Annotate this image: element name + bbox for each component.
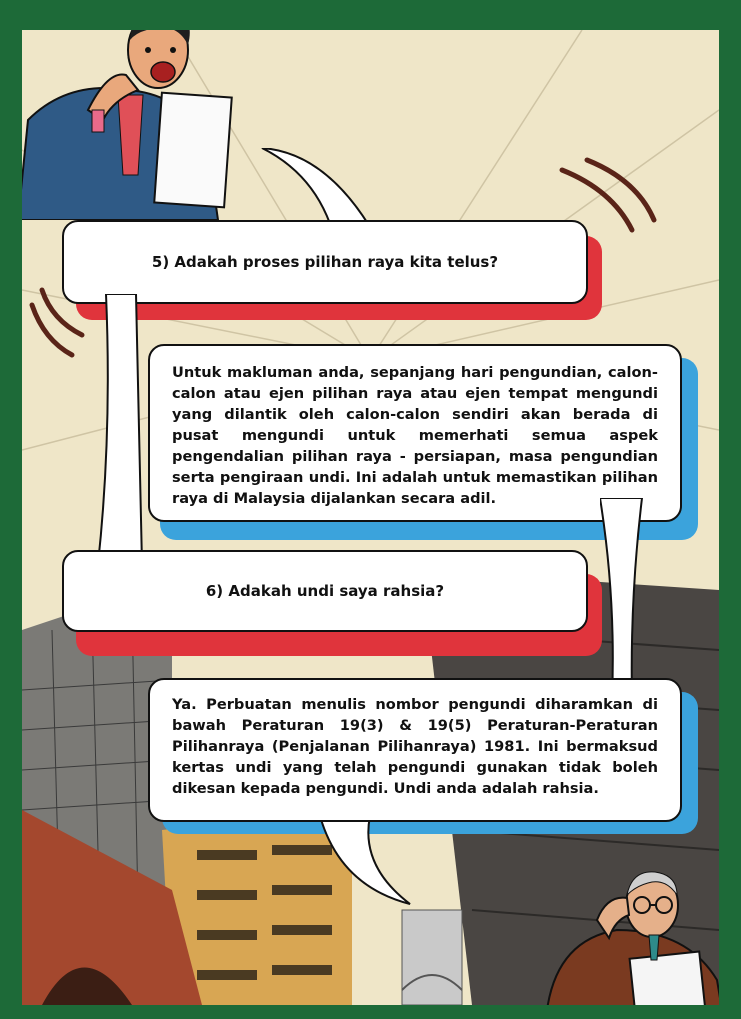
question-bubble	[62, 550, 588, 632]
speech-tail	[92, 294, 152, 564]
presenter-man-illustration	[22, 30, 238, 220]
question-text: 5) Adakah proses pilihan raya kita telus?	[151, 253, 499, 271]
answer-bubble	[148, 678, 682, 822]
answer-text: Ya. Perbuatan menulis nombor pengundi diharamkan di bawah Peraturan 19(3) & 19(5) Peraturan-Peraturan Pilihanraya (Penjalanan Pilihanraya) 1981. Ini bermaksud kertas undi yang telah pengundi gunakan tidak boleh dikesan kepada pengundi. Undi anda adalah rahsia.	[172, 696, 658, 797]
professor-man-illustration	[537, 860, 719, 1005]
question-text: 6) Adakah undi saya rahsia?	[205, 582, 445, 600]
comic-panel	[22, 30, 719, 1005]
answer-bubble	[148, 344, 682, 522]
speech-tail	[600, 498, 650, 698]
question-bubble	[62, 220, 588, 304]
answer-text: Untuk makluman anda, sepanjang hari pengundian, calon-calon atau ejen pilihan raya atau ejen tempat mengundi yang dilantik oleh calon-calon sendiri akan berada di pusat mengundi untuk memerhati semua aspek pengendalian pilihan raya - persiapan, masa pengundian serta pengiraan undi. Ini adalah untuk memastikan pilihan raya di Malaysia dijalankan secara adil.	[172, 364, 658, 507]
speech-tail	[320, 816, 420, 906]
